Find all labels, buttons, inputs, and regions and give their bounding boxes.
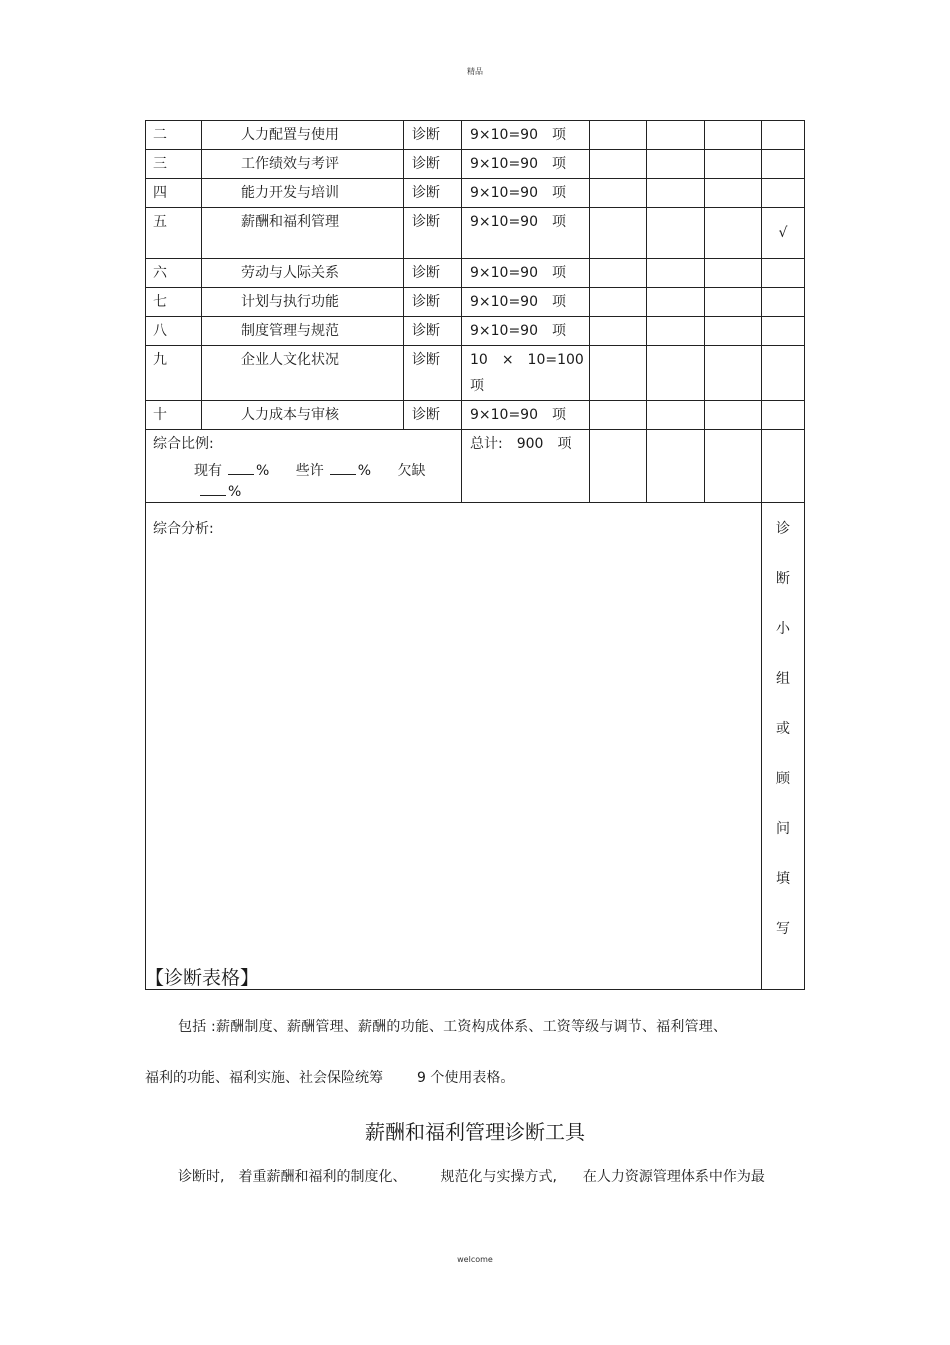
row-mark	[762, 150, 805, 179]
row-type: 诊断	[404, 317, 462, 346]
empty-cell	[590, 401, 647, 430]
summary-label: 综合比例:	[153, 436, 214, 452]
empty-cell	[647, 150, 705, 179]
missing-label: 欠缺	[397, 463, 426, 479]
row-number: 二	[146, 121, 202, 150]
summary-ratios	[153, 460, 455, 502]
empty-cell	[647, 430, 705, 503]
filler-char: 组	[776, 671, 790, 687]
footer-mark: welcome	[457, 1255, 493, 1264]
empty-cell	[705, 259, 762, 288]
row-mark	[762, 259, 805, 288]
partial-blank[interactable]	[330, 460, 356, 475]
existing-label: 现有	[194, 463, 222, 479]
filler-char: 断	[776, 571, 790, 587]
missing-blank[interactable]	[200, 481, 226, 496]
analysis-row	[146, 503, 805, 990]
paragraph-3-seg: 诊断时,	[178, 1169, 225, 1185]
paragraph-2-text: 福利的功能、福利实施、社会保险统筹	[145, 1070, 383, 1086]
filler-char: 填	[776, 871, 790, 887]
row-type: 诊断	[404, 121, 462, 150]
row-count: 9×10=90 项	[462, 401, 590, 430]
percent-sign: %	[256, 463, 270, 479]
filler-char: 写	[776, 921, 790, 937]
existing-ratio	[194, 463, 269, 479]
row-number: 十	[146, 401, 202, 430]
empty-cell	[647, 288, 705, 317]
main-title: 薪酬和福利管理诊断工具	[365, 1120, 585, 1144]
empty-cell	[762, 430, 805, 503]
row-count: 9×10=90 项	[462, 259, 590, 288]
paragraph-1: 包括 :薪酬制度、薪酬管理、薪酬的功能、工资构成体系、工资等级与调节、福利管理、	[178, 1019, 728, 1035]
row-number: 四	[146, 179, 202, 208]
table-row	[146, 346, 805, 401]
summary-row	[146, 430, 805, 503]
row-count: 9×10=90 项	[462, 208, 590, 259]
empty-cell	[647, 401, 705, 430]
check-mark: √	[762, 208, 805, 259]
row-mark	[762, 317, 805, 346]
empty-cell	[590, 288, 647, 317]
summary-total: 总计: 900 项	[462, 430, 590, 503]
filler-char: 顾	[776, 771, 790, 787]
empty-cell	[705, 150, 762, 179]
row-name: 企业人文化状况	[202, 346, 404, 401]
row-type: 诊断	[404, 208, 462, 259]
empty-cell	[590, 346, 647, 401]
row-count-line1: 10 × 10=100	[470, 352, 584, 368]
paragraph-2-count: 9 个使用表格。	[417, 1070, 515, 1086]
row-mark	[762, 346, 805, 401]
row-count: 9×10=90 项	[462, 288, 590, 317]
empty-cell	[590, 179, 647, 208]
diagnosis-table	[145, 120, 805, 990]
row-count-line2: 项	[470, 378, 484, 394]
row-mark	[762, 179, 805, 208]
empty-cell	[647, 317, 705, 346]
row-number: 三	[146, 150, 202, 179]
table-row	[146, 121, 805, 150]
empty-cell	[590, 259, 647, 288]
table-row	[146, 179, 805, 208]
empty-cell	[647, 208, 705, 259]
empty-cell	[705, 288, 762, 317]
empty-cell	[647, 346, 705, 401]
paragraph-3-seg: 规范化与实操方式,	[440, 1169, 557, 1185]
analysis-cell[interactable]	[146, 503, 762, 990]
empty-cell	[647, 259, 705, 288]
partial-label: 些许	[295, 463, 324, 479]
row-count: 9×10=90 项	[462, 179, 590, 208]
section-title: 【诊断表格】	[145, 967, 260, 989]
empty-cell	[705, 401, 762, 430]
row-count: 9×10=90 项	[462, 317, 590, 346]
table-row	[146, 150, 805, 179]
row-name: 制度管理与规范	[202, 317, 404, 346]
row-type: 诊断	[404, 150, 462, 179]
row-count	[462, 346, 590, 401]
row-type: 诊断	[404, 401, 462, 430]
empty-cell	[590, 150, 647, 179]
filler-note	[762, 503, 805, 990]
row-number: 五	[146, 208, 202, 259]
row-mark	[762, 288, 805, 317]
empty-cell	[647, 179, 705, 208]
percent-sign: %	[228, 484, 242, 500]
table-row	[146, 401, 805, 430]
filler-char: 诊	[776, 521, 790, 537]
row-number: 九	[146, 346, 202, 401]
row-mark	[762, 401, 805, 430]
row-name: 劳动与人际关系	[202, 259, 404, 288]
percent-sign: %	[357, 463, 372, 479]
row-name: 人力成本与审核	[202, 401, 404, 430]
partial-ratio	[296, 463, 371, 479]
filler-char: 问	[776, 821, 790, 837]
row-name: 人力配置与使用	[202, 121, 404, 150]
row-type: 诊断	[404, 346, 462, 401]
header-mark: 精品	[467, 67, 483, 76]
row-mark	[762, 121, 805, 150]
row-name: 工作绩效与考评	[202, 150, 404, 179]
empty-cell	[705, 430, 762, 503]
filler-char: 或	[776, 721, 790, 737]
analysis-label: 综合分析:	[153, 521, 214, 537]
empty-cell	[590, 208, 647, 259]
row-type: 诊断	[404, 259, 462, 288]
row-number: 八	[146, 317, 202, 346]
row-type: 诊断	[404, 179, 462, 208]
table-row	[146, 208, 805, 259]
summary-ratio-cell	[146, 430, 462, 503]
paragraph-3-seg: 着重薪酬和福利的制度化、	[238, 1169, 407, 1185]
table-row	[146, 288, 805, 317]
empty-cell	[705, 121, 762, 150]
row-number: 七	[146, 288, 202, 317]
empty-cell	[705, 346, 762, 401]
row-name: 计划与执行功能	[202, 288, 404, 317]
row-number: 六	[146, 259, 202, 288]
table-row	[146, 317, 805, 346]
paragraph-3-seg: 在人力资源管理体系中作为最	[582, 1169, 765, 1185]
empty-cell	[590, 121, 647, 150]
table-row	[146, 259, 805, 288]
empty-cell	[590, 430, 647, 503]
paragraph-3	[178, 1166, 765, 1186]
row-count: 9×10=90 项	[462, 150, 590, 179]
filler-char: 小	[776, 621, 790, 637]
row-count: 9×10=90 项	[462, 121, 590, 150]
empty-cell	[590, 317, 647, 346]
empty-cell	[647, 121, 705, 150]
row-name: 薪酬和福利管理	[202, 208, 404, 259]
empty-cell	[705, 317, 762, 346]
row-name: 能力开发与培训	[202, 179, 404, 208]
existing-blank[interactable]	[228, 460, 254, 475]
empty-cell	[705, 208, 762, 259]
paragraph-2	[145, 1067, 514, 1087]
empty-cell	[705, 179, 762, 208]
row-type: 诊断	[404, 288, 462, 317]
